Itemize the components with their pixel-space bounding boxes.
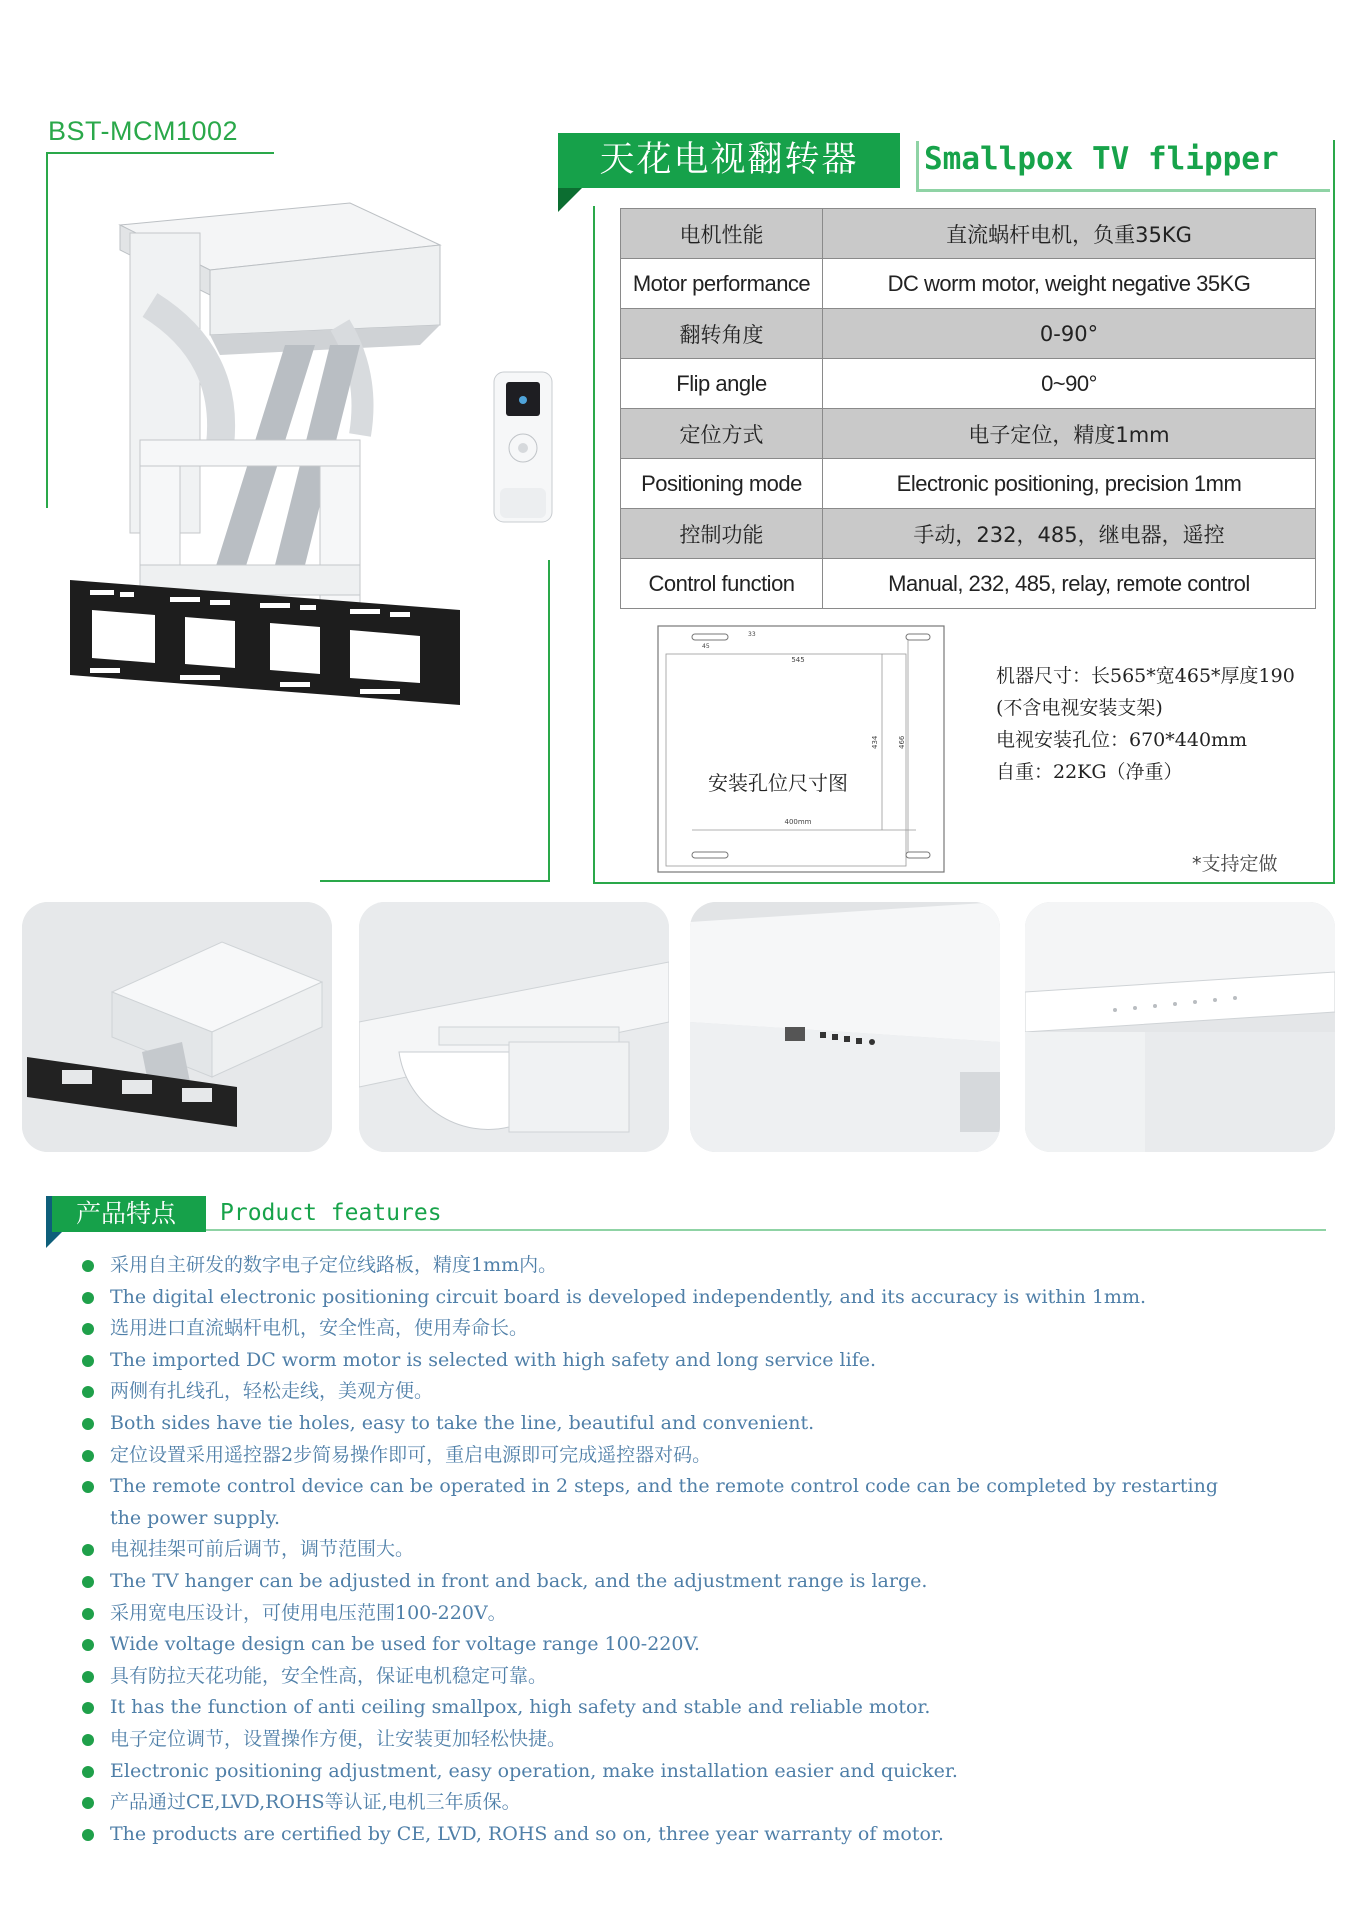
spec-value: Manual, 232, 485, relay, remote control — [823, 559, 1316, 609]
spec-key: 电机性能 — [621, 209, 823, 259]
feature-item: 采用自主研发的数字电子定位线路板，精度1mm内。 — [80, 1250, 1340, 1282]
feature-item: Both sides have tie holes, easy to take the line, beautiful and convenient. — [80, 1408, 1340, 1440]
spec-key: Motor performance — [621, 259, 823, 309]
product-image — [60, 185, 560, 765]
title-divider — [916, 141, 919, 189]
dimension-line: 电视安装孔位：670*440mm — [996, 729, 1248, 751]
product-photo — [359, 902, 669, 1152]
spec-row — [621, 209, 1316, 259]
features-title-en: Product features — [220, 1200, 442, 1226]
bullet-icon — [82, 1481, 94, 1493]
spec-row — [621, 559, 1316, 609]
frame-line — [46, 152, 48, 508]
feature-item: 采用宽电压设计，可使用电压范围100-220V。 — [80, 1598, 1340, 1630]
bullet-icon — [82, 1734, 94, 1746]
spec-row — [621, 259, 1316, 309]
features-accent — [46, 1196, 52, 1232]
spec-value: 0-90° — [823, 309, 1316, 359]
bullet-icon — [82, 1639, 94, 1651]
remote-control-icon — [492, 370, 554, 526]
bullet-icon — [82, 1418, 94, 1430]
frame-line — [1333, 140, 1335, 206]
dimension-notes — [996, 660, 1295, 788]
banner-fold — [558, 188, 582, 212]
product-photo — [1025, 902, 1335, 1152]
dim-label: 466 — [898, 735, 906, 749]
feature-item: Wide voltage design can be used for voltage range 100-220V. — [80, 1629, 1340, 1661]
dim-label: 45 — [702, 643, 710, 650]
bullet-icon — [82, 1260, 94, 1272]
spec-row — [621, 509, 1316, 559]
bullet-icon — [82, 1829, 94, 1841]
spec-key: Flip angle — [621, 359, 823, 409]
spec-key: Control function — [621, 559, 823, 609]
features-fold — [46, 1232, 62, 1248]
spec-value: 0~90° — [823, 359, 1316, 409]
feature-item-continued: the power supply. — [110, 1506, 281, 1529]
dimension-line: 自重：22KG（净重） — [996, 761, 1183, 783]
feature-item: Electronic positioning adjustment, easy operation, make installation easier and quicker. — [80, 1756, 1340, 1788]
bullet-icon — [82, 1323, 94, 1335]
spec-row — [621, 359, 1316, 409]
spec-table — [620, 208, 1316, 609]
bullet-icon — [82, 1702, 94, 1714]
spec-key: 定位方式 — [621, 409, 823, 459]
bullet-icon — [82, 1292, 94, 1304]
spec-key: 控制功能 — [621, 509, 823, 559]
spec-value: 电子定位，精度1mm — [823, 409, 1316, 459]
bullet-icon — [82, 1766, 94, 1778]
dim-label: 33 — [748, 631, 756, 638]
model-underline — [46, 152, 274, 154]
feature-item: 两侧有扎线孔，轻松走线，美观方便。 — [80, 1376, 1340, 1408]
dimension-line: (不含电视安装支架) — [996, 697, 1163, 719]
feature-item: The imported DC worm motor is selected with high safety and long service life. — [80, 1345, 1340, 1377]
bullet-icon — [82, 1355, 94, 1367]
product-photo — [22, 902, 332, 1152]
bullet-icon — [82, 1450, 94, 1462]
bullet-icon — [82, 1671, 94, 1683]
feature-item: 具有防拉天花功能，安全性高，保证电机稳定可靠。 — [80, 1661, 1340, 1693]
spec-key: Positioning mode — [621, 459, 823, 509]
bullet-icon — [82, 1386, 94, 1398]
title-zh: 天花电视翻转器 — [558, 133, 900, 188]
title-underline — [916, 189, 1330, 192]
feature-item: 电视挂架可前后调节，调节范围大。 — [80, 1534, 1340, 1566]
feature-item: The remote control device can be operated in 2 steps, and the remote control code can be completed by restarting — [80, 1471, 1340, 1503]
feature-item: It has the function of anti ceiling smallpox, high safety and stable and reliable motor. — [80, 1692, 1340, 1724]
bullet-icon — [82, 1608, 94, 1620]
feature-item: The digital electronic positioning circuit board is developed independently, and its accuracy is within 1mm. — [80, 1282, 1340, 1314]
install-drawing — [656, 624, 946, 874]
spec-row — [621, 309, 1316, 359]
features-underline — [206, 1229, 1326, 1231]
dim-label: 545 — [791, 656, 805, 664]
install-drawing-label: 安装孔位尺寸图 — [708, 771, 848, 795]
spec-key: 翻转角度 — [621, 309, 823, 359]
spec-value: 手动，232，485，继电器，遥控 — [823, 509, 1316, 559]
frame-line — [320, 880, 548, 882]
features-list — [80, 1250, 1340, 1850]
spec-value: 直流蜗杆电机，负重35KG — [823, 209, 1316, 259]
spec-value: Electronic positioning, precision 1mm — [823, 459, 1316, 509]
dimension-line: 机器尺寸：长565*宽465*厚度190 — [996, 665, 1295, 687]
feature-item: 定位设置采用遥控器2步简易操作即可，重启电源即可完成遥控器对码。 — [80, 1440, 1340, 1472]
product-photo — [690, 902, 1000, 1152]
feature-item: 选用进口直流蜗杆电机，安全性高，使用寿命长。 — [80, 1313, 1340, 1345]
dim-label: 400mm — [784, 818, 812, 826]
spec-value: DC worm motor, weight negative 35KG — [823, 259, 1316, 309]
model-number: BST-MCM1002 — [48, 116, 239, 146]
spec-row — [621, 459, 1316, 509]
feature-item: 产品通过CE,LVD,ROHS等认证,电机三年质保。 — [80, 1787, 1340, 1819]
bullet-icon — [82, 1544, 94, 1556]
feature-item: The products are certified by CE, LVD, ROHS and so on, three year warranty of motor. — [80, 1819, 1340, 1851]
feature-item: 电子定位调节，设置操作方便，让安装更加轻松快捷。 — [80, 1724, 1340, 1756]
title-en: Smallpox TV flipper — [924, 141, 1279, 177]
dim-label: 434 — [871, 735, 879, 749]
bullet-icon — [82, 1797, 94, 1809]
custom-note: *支持定做 — [1192, 853, 1278, 875]
bullet-icon — [82, 1576, 94, 1588]
feature-item: The TV hanger can be adjusted in front and back, and the adjustment range is large. — [80, 1566, 1340, 1598]
features-title-zh: 产品特点 — [46, 1196, 206, 1232]
spec-row — [621, 409, 1316, 459]
